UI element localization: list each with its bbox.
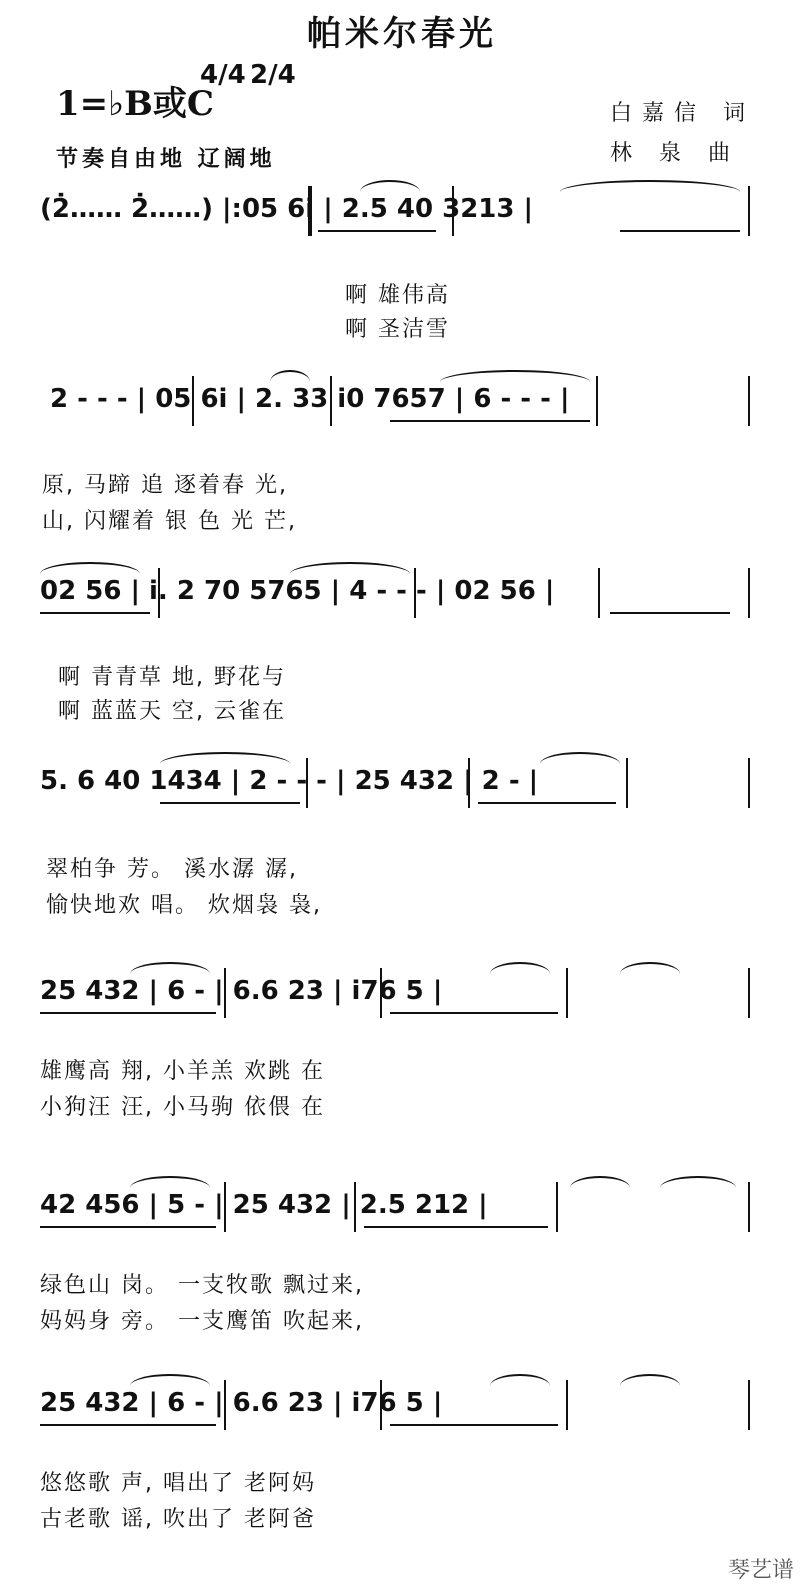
time-signature-text: 4/4 xyxy=(200,60,246,90)
barline xyxy=(748,568,750,618)
slur xyxy=(130,1374,210,1386)
lyric-verse2: 啊 圣洁雪 xyxy=(345,317,450,342)
score-line-2 xyxy=(0,370,804,440)
barline xyxy=(748,968,750,1018)
underline-beam xyxy=(160,802,300,804)
time-signature-text: 2/4 xyxy=(250,60,296,90)
barline xyxy=(468,758,470,808)
barline xyxy=(414,568,416,618)
barline xyxy=(224,968,226,1018)
notation: 02 56 | i. 2 70 5765 | 4 - - - | 02 56 | xyxy=(40,576,555,606)
score-line-4 xyxy=(0,752,804,822)
barline xyxy=(452,186,454,236)
slur xyxy=(290,562,410,574)
lyric-verse2: 山, 闪耀着 银 色 光 芒, xyxy=(42,509,297,534)
barline xyxy=(192,376,194,426)
slur xyxy=(130,962,210,974)
page-title: 帕米尔春光 xyxy=(307,14,497,54)
site-watermark: 琴艺谱 xyxy=(727,1558,794,1583)
underline-beam xyxy=(610,612,730,614)
time-signature-2 xyxy=(250,62,296,88)
score-line-7 xyxy=(0,1374,804,1444)
lyric-verse1: 雄鹰高 翔, 小羊羔 欢跳 在 xyxy=(40,1059,325,1084)
barline xyxy=(566,1380,568,1430)
slur xyxy=(130,1176,210,1188)
underline-beam xyxy=(40,612,150,614)
slur xyxy=(620,962,680,974)
lyric-verse1: 悠悠歌 声, 唱出了 老阿妈 xyxy=(40,1471,316,1496)
barline xyxy=(748,376,750,426)
barline xyxy=(596,376,598,426)
slur xyxy=(440,370,590,382)
underline-beam xyxy=(318,230,436,232)
slur xyxy=(620,1374,680,1386)
barline xyxy=(748,1182,750,1232)
underline-beam xyxy=(390,1012,558,1014)
lyric-verse1: 翠柏争 芳。 溪水潺 潺, xyxy=(46,857,298,882)
underline-beam xyxy=(40,1226,216,1228)
underline-beam xyxy=(40,1424,216,1426)
slur xyxy=(490,962,550,974)
barline xyxy=(380,968,382,1018)
barline xyxy=(224,1182,226,1232)
lyric-verse2: 愉快地欢 唱。 炊烟袅 袅, xyxy=(46,893,322,918)
underline-beam xyxy=(390,420,590,422)
barline xyxy=(224,1380,226,1430)
lyric-verse1: 绿色山 岗。 一支牧歌 飘过来, xyxy=(40,1273,364,1298)
notation: 25 432 | 6 - | 6.6 23 | i76 5 | xyxy=(40,1388,443,1418)
notation: (2̇…… 2̇……) |:05 6i | 2.5 40 3213 | xyxy=(40,194,534,224)
barline xyxy=(748,758,750,808)
slur xyxy=(360,180,420,192)
barline xyxy=(354,1182,356,1232)
barline xyxy=(158,568,160,618)
barline xyxy=(380,1380,382,1430)
score-line-1 xyxy=(0,180,804,250)
lyric-verse2: 古老歌 谣, 吹出了 老阿爸 xyxy=(40,1507,316,1532)
slur xyxy=(160,752,290,764)
lyric-verse1: 啊 青青草 地, 野花与 xyxy=(58,665,286,690)
time-signature-1 xyxy=(200,62,246,88)
underline-beam xyxy=(478,802,616,804)
tempo-marking: 节奏自由地 辽阔地 xyxy=(56,147,276,172)
repeat-barline xyxy=(308,186,312,236)
notation: 2 - - - | 05 6i | 2. 33 i0 7657 | 6 - - - | xyxy=(50,384,570,414)
barline xyxy=(556,1182,558,1232)
slur xyxy=(490,1374,550,1386)
barline xyxy=(626,758,628,808)
underline-beam xyxy=(390,1424,558,1426)
barline xyxy=(598,568,600,618)
underline-beam xyxy=(364,1226,548,1228)
slur xyxy=(570,1176,630,1188)
notation: 42 456 | 5 - | 25 432 | 2.5 212 | xyxy=(40,1190,488,1220)
notation: 5. 6 40 1434 | 2 - - - | 25 432 | 2 - | xyxy=(40,766,539,796)
barline xyxy=(748,1380,750,1430)
underline-beam xyxy=(40,1012,216,1014)
lyric-verse2: 妈妈身 旁。 一支鹰笛 吹起来, xyxy=(40,1309,364,1334)
key-signature: 1=♭B或C xyxy=(56,84,214,124)
underline-beam xyxy=(620,230,740,232)
score-line-3 xyxy=(0,562,804,632)
slur xyxy=(660,1176,736,1188)
lyric-verse1: 原, 马蹄 追 逐着春 光, xyxy=(42,473,288,498)
composer-credit: 林 泉 曲 xyxy=(610,141,740,166)
slur xyxy=(40,562,140,574)
score-line-6 xyxy=(0,1176,804,1246)
score-line-5 xyxy=(0,962,804,1032)
lyric-verse1: 啊 雄伟高 xyxy=(345,283,450,308)
lyric-verse2: 小狗汪 汪, 小马驹 依偎 在 xyxy=(40,1095,325,1120)
barline xyxy=(306,758,308,808)
lyric-verse2: 啊 蓝蓝天 空, 云雀在 xyxy=(58,699,286,724)
lyricist-credit: 白嘉信 词 xyxy=(610,101,755,126)
notation: 25 432 | 6 - | 6.6 23 | i76 5 | xyxy=(40,976,443,1006)
barline xyxy=(748,186,750,236)
slur xyxy=(270,370,310,382)
slur xyxy=(540,752,620,764)
barline xyxy=(330,376,332,426)
slur xyxy=(560,180,740,192)
barline xyxy=(566,968,568,1018)
